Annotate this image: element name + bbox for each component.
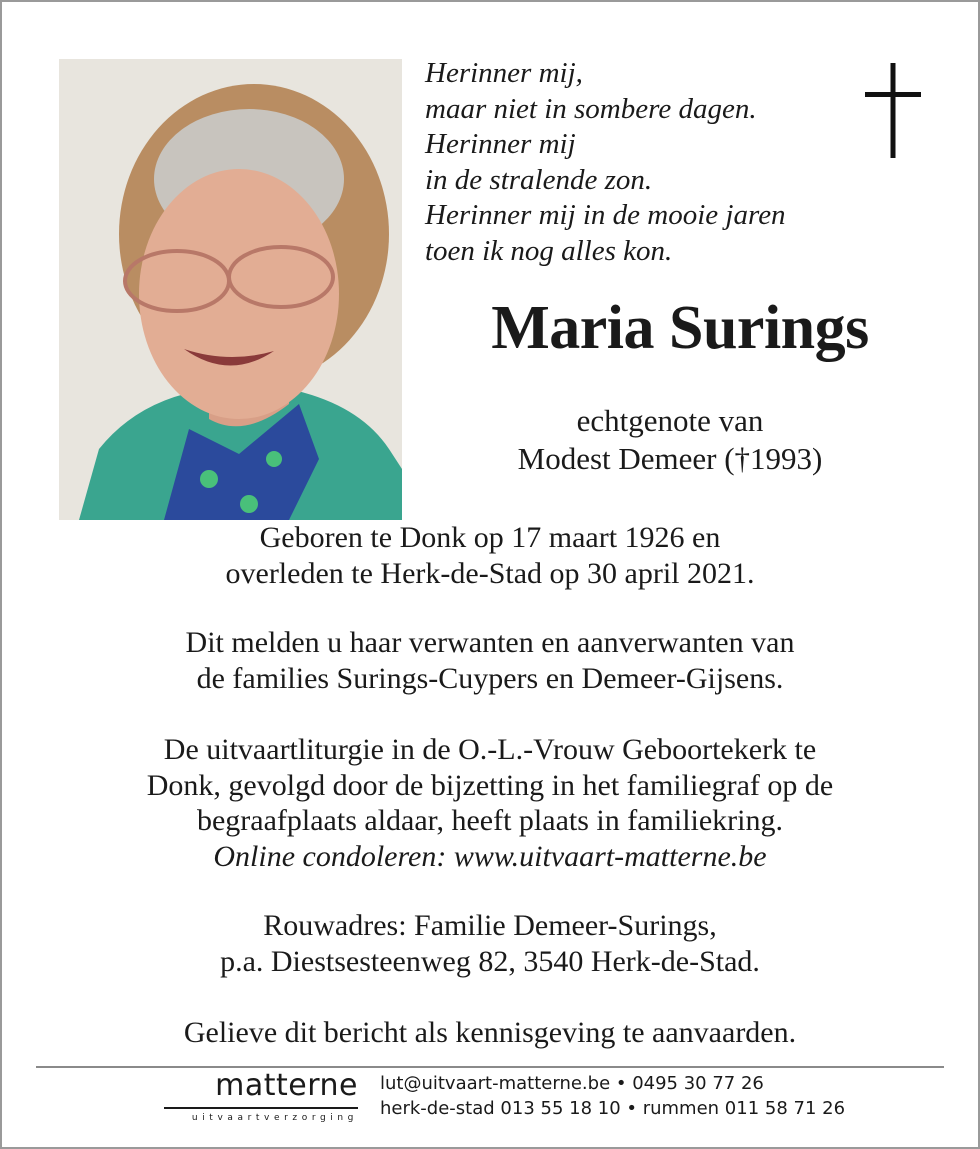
cross-icon <box>865 63 921 158</box>
funeral-line: begraafplaats aldaar, heeft plaats in familiekring. <box>196 804 784 837</box>
address-line: Rouwadres: Familie Demeer-Surings, <box>263 909 717 942</box>
contact-line-1[interactable]: lut@uitvaart-matterne.be • 0495 30 77 26 <box>380 1073 764 1094</box>
condolence-link[interactable]: Online condoleren: www.uitvaart-matterne.be <box>213 839 767 873</box>
portrait-photo <box>59 59 402 520</box>
poem-line: in de stralende zon. <box>425 163 653 196</box>
funeral-block <box>40 732 940 874</box>
closing-block <box>40 1015 940 1051</box>
funeral-line: Donk, gevolgd door de bijzetting in het familiegraf op de <box>146 768 834 802</box>
poem-line: Herinner mij <box>425 128 576 160</box>
logo-name: matterne <box>215 1068 358 1103</box>
logo-underline <box>164 1107 358 1109</box>
spouse-intro: echtgenote van <box>576 403 764 438</box>
contact-line-2: herk-de-stad 013 55 18 10 • rummen 011 58 71 26 <box>380 1098 846 1119</box>
dates-block <box>40 520 940 591</box>
address-line: p.a. Diestsesteenweg 82, 3540 Herk-de-Stad. <box>220 944 760 978</box>
funeral-line: De uitvaartliturgie in de O.-L.-Vrouw Geboortekerk te <box>163 733 817 766</box>
announcement-line: de families Surings-Cuypers en Demeer-Gijsens. <box>196 661 784 695</box>
memorial-poem <box>425 56 845 269</box>
death-line: overleden te Herk-de-Stad op 30 april 2021. <box>225 556 755 590</box>
logo-tagline: uitvaartverzorging <box>191 1113 358 1123</box>
contact-info <box>380 1071 845 1121</box>
spouse-name: Modest Demeer (†1993) <box>517 441 823 476</box>
poem-line: Herinner mij, <box>425 57 583 89</box>
announcement-line: Dit melden u haar verwanten en aanverwanten van <box>185 626 795 659</box>
poem-line: toen ik nog alles kon. <box>425 234 673 267</box>
birth-line: Geboren te Donk op 17 maart 1926 en <box>259 521 721 554</box>
deceased-name: Maria Surings <box>491 294 869 362</box>
poem-line: maar niet in sombere dagen. <box>425 92 757 125</box>
spouse-block <box>420 402 920 478</box>
poem-line: Herinner mij in de mooie jaren <box>425 199 786 231</box>
address-block <box>40 908 940 979</box>
closing-line: Gelieve dit bericht als kennisgeving te aanvaarden. <box>183 1016 797 1049</box>
announcement-block <box>40 625 940 696</box>
